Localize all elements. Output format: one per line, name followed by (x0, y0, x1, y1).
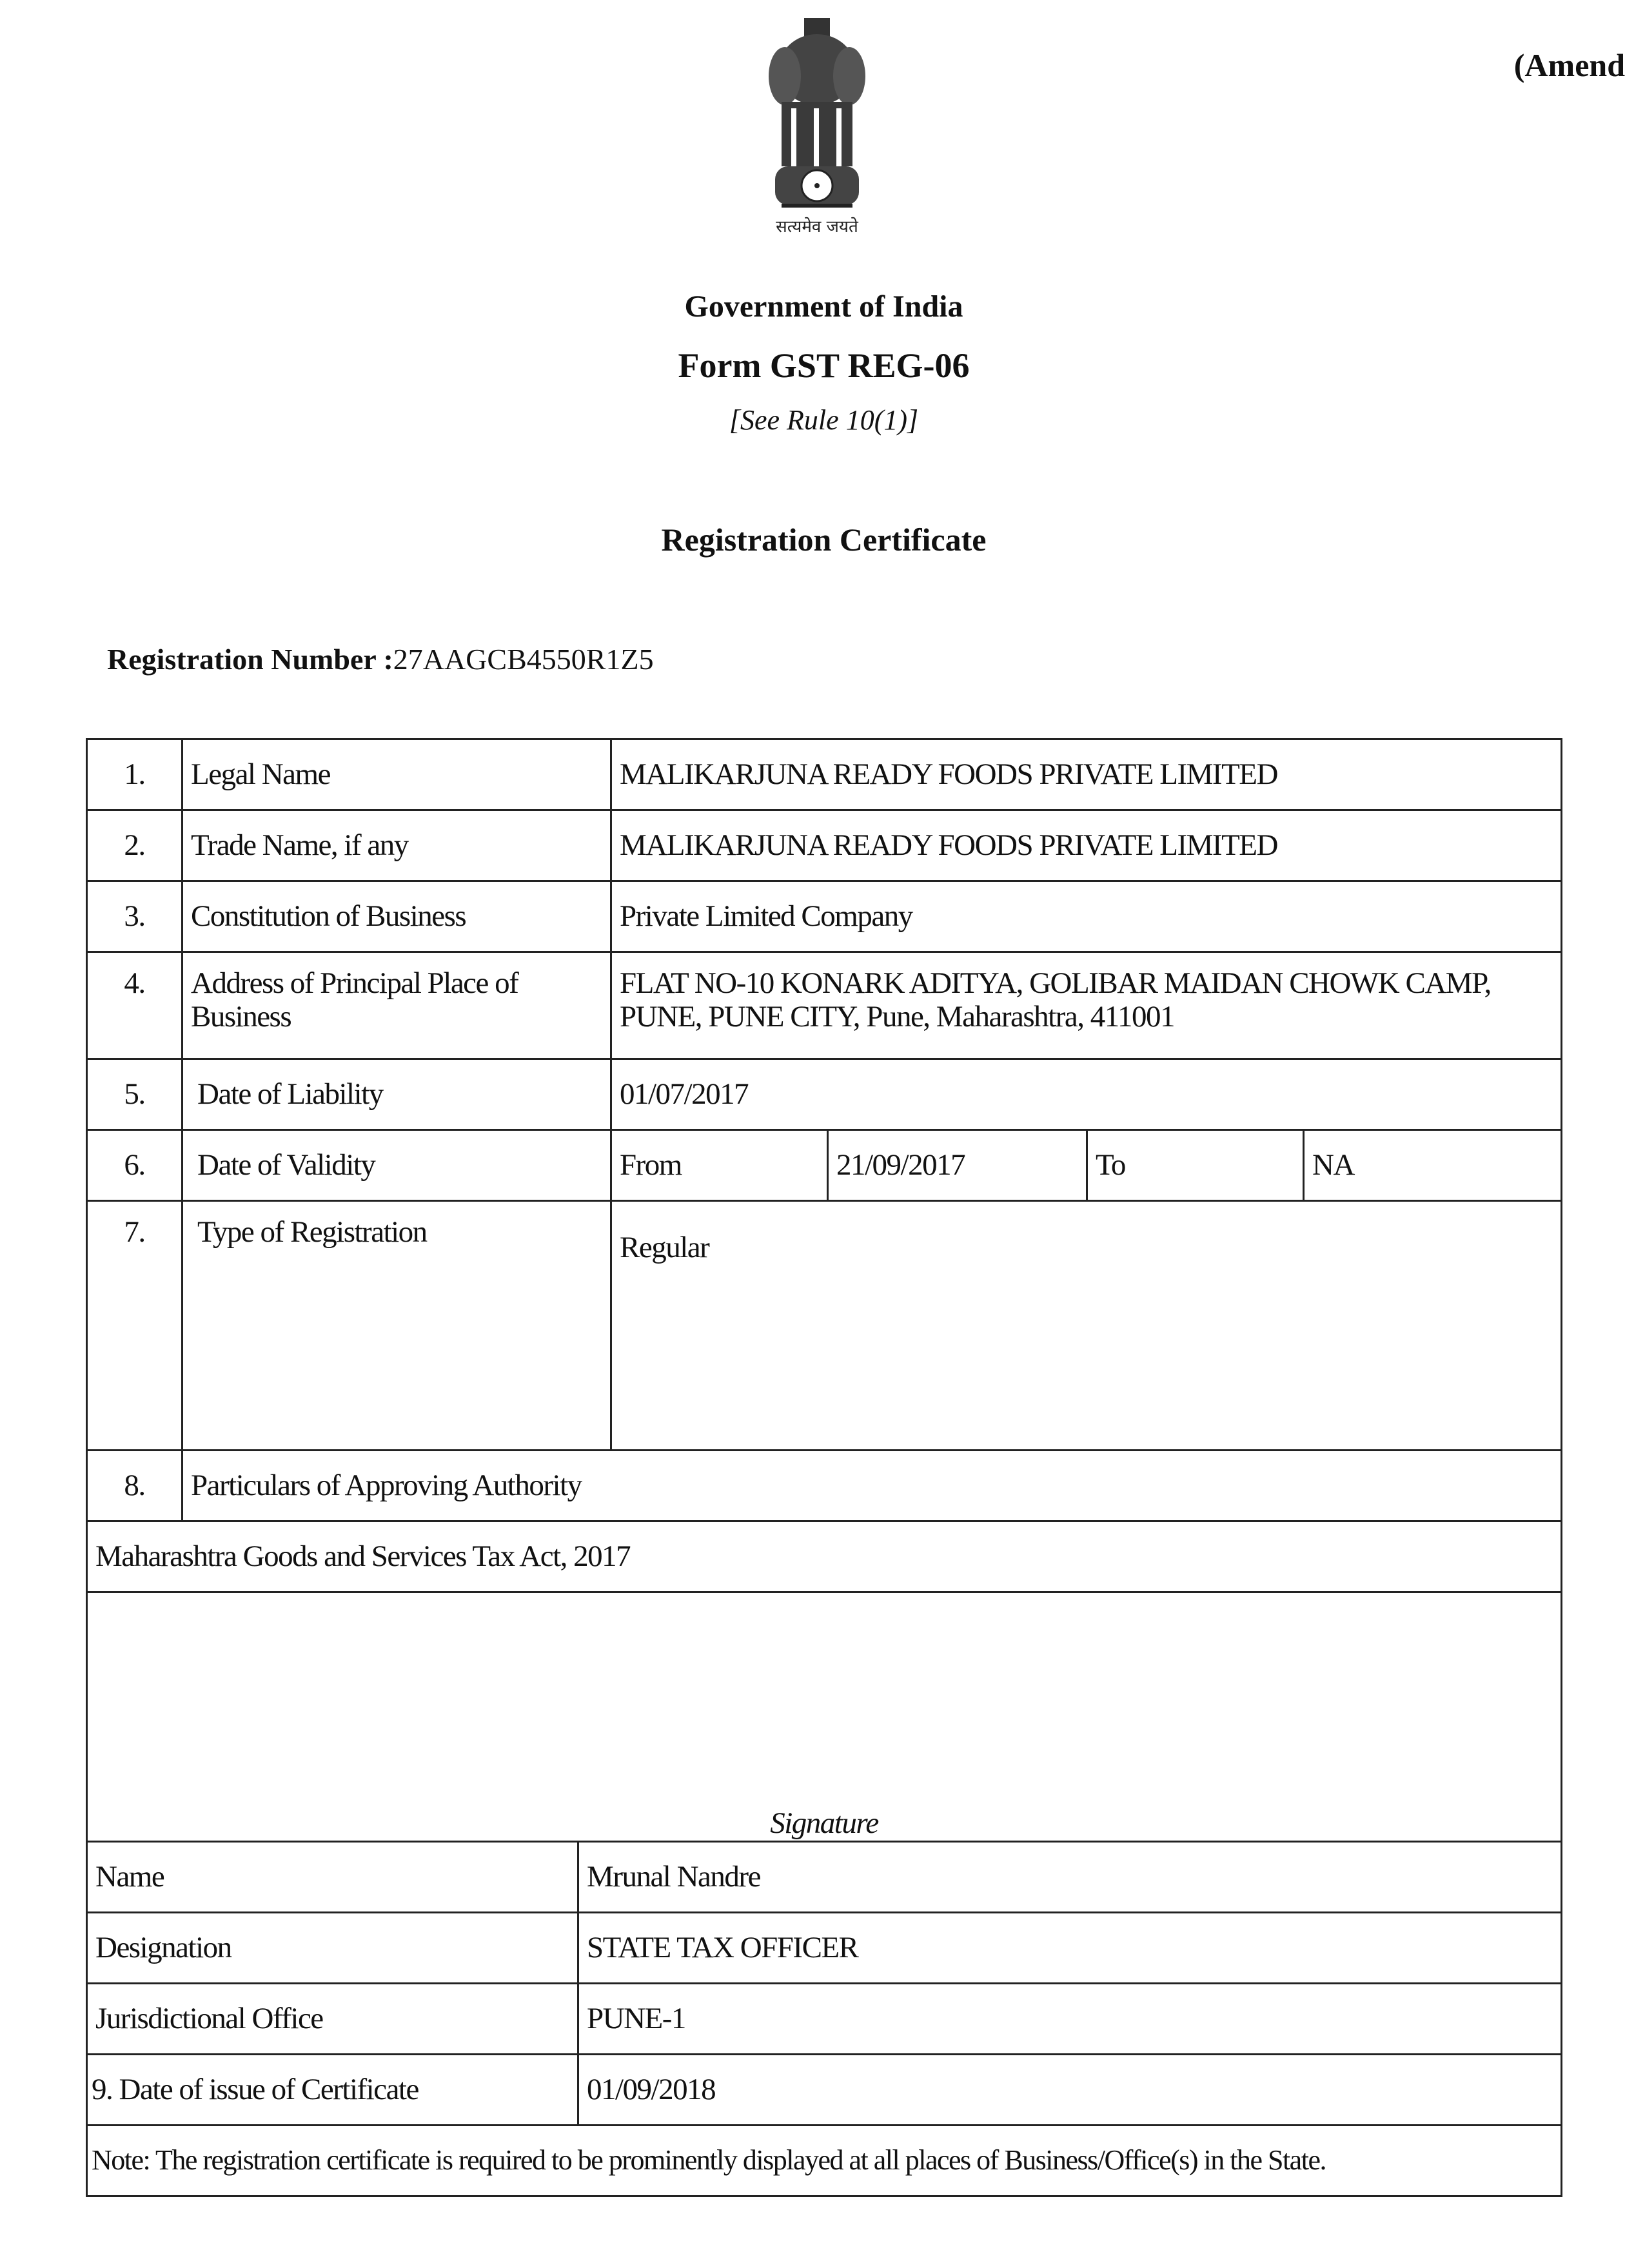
officer-label: Designation (87, 1913, 578, 1984)
row-label: Legal Name (182, 739, 611, 810)
registration-number-value: 27AAGCB4550R1Z5 (393, 643, 654, 676)
address-value: FLAT NO-10 KONARK ADITYA, GOLIBAR MAIDAN CHOWK CAMP, PUNE, PUNE CITY, Pune, Maharashtra, 411001 (611, 952, 1562, 1059)
row-number: 6. (87, 1130, 182, 1201)
officer-name-value: Mrunal Nandre (578, 1842, 1562, 1913)
officer-label: Name (87, 1842, 578, 1913)
row-number: 5. (87, 1059, 182, 1130)
certificate-table (86, 738, 1562, 1843)
signature-area (87, 1592, 1562, 1842)
table-row (87, 1842, 1562, 1913)
national-emblem-icon (756, 12, 878, 237)
row-label: Date of Validity (182, 1130, 611, 1201)
row-label: Constitution of Business (182, 881, 611, 952)
table-row (87, 1521, 1562, 1592)
emblem-motto: सत्यमेव जयते (776, 217, 858, 237)
row-number: 3. (87, 881, 182, 952)
rule-reference: [See Rule 10(1)] (729, 404, 919, 436)
row-label: Trade Name, if any (182, 810, 611, 881)
registration-type-cell (611, 1201, 1562, 1451)
to-date-value: NA (1304, 1130, 1562, 1201)
table-row (87, 881, 1562, 952)
table-row (87, 1201, 1562, 1451)
row-number: 8. (87, 1451, 182, 1521)
row-number: 2. (87, 810, 182, 881)
constitution-value: Private Limited Company (611, 881, 1562, 952)
row-label: Particulars of Approving Authority (182, 1451, 1562, 1521)
row-number: 7. (87, 1201, 182, 1451)
row-label: Address of Principal Place of Business (182, 952, 611, 1059)
officer-label: 9. Date of issue of Certificate (87, 2055, 578, 2126)
table-row (87, 739, 1562, 810)
liability-date-value: 01/07/2017 (611, 1059, 1562, 1130)
note-text: Note: The registration certificate is required to be prominently displayed at all places of Business/Office(s) in the State. (87, 2126, 1562, 2196)
legal-name-value: MALIKARJUNA READY FOODS PRIVATE LIMITED (611, 739, 1562, 810)
table-row (87, 1130, 1562, 1201)
row-number: 4. (87, 952, 182, 1059)
designation-value: STATE TAX OFFICER (578, 1913, 1562, 1984)
registration-type-value: Regular (620, 1231, 709, 1264)
signature-row (87, 1592, 1562, 1842)
row-number: 1. (87, 739, 182, 810)
table-row (87, 1059, 1562, 1130)
government-heading: Government of India (684, 289, 963, 324)
registration-number-label: Registration Number : (107, 643, 393, 676)
to-label: To (1087, 1130, 1304, 1201)
from-label: From (611, 1130, 828, 1201)
certificate-title: Registration Certificate (661, 522, 987, 558)
from-date-value: 21/09/2017 (828, 1130, 1087, 1201)
row-label: Date of Liability (182, 1059, 611, 1130)
table-row (87, 2126, 1562, 2196)
table-row (87, 952, 1562, 1059)
row-label: Type of Registration (182, 1201, 611, 1451)
table-row (87, 1984, 1562, 2055)
issue-date-value: 01/09/2018 (578, 2055, 1562, 2126)
table-row (87, 810, 1562, 881)
registration-number (107, 642, 654, 676)
table-row (87, 1913, 1562, 1984)
officer-table (86, 1841, 1562, 2197)
signature-label: Signature (770, 1806, 878, 1841)
authority-act: Maharashtra Goods and Services Tax Act, 2017 (87, 1521, 1562, 1592)
table-row (87, 2055, 1562, 2126)
officer-label: Jurisdictional Office (87, 1984, 578, 2055)
form-title: Form GST REG-06 (678, 346, 970, 385)
jurisdiction-value: PUNE-1 (578, 1984, 1562, 2055)
table-row (87, 1451, 1562, 1521)
trade-name-value: MALIKARJUNA READY FOODS PRIVATE LIMITED (611, 810, 1562, 881)
amend-label: (Amend (1513, 47, 1625, 83)
